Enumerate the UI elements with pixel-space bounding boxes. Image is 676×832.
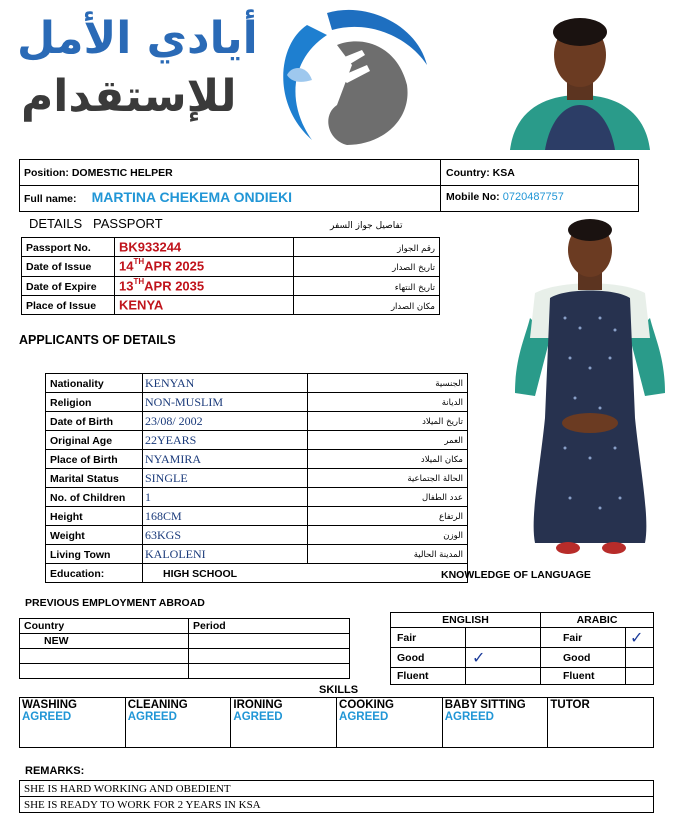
passport-row-value: 13 bbox=[119, 277, 134, 293]
mobile-value: 0720487757 bbox=[502, 191, 564, 203]
skill-status: AGREED bbox=[127, 711, 177, 723]
applicant-row bbox=[46, 507, 468, 526]
passport-row-value: KENYA bbox=[119, 297, 164, 313]
english-level-label: Fair bbox=[397, 631, 417, 644]
country-value: KSA bbox=[492, 167, 515, 179]
passport-row-rest: APR 2035 bbox=[144, 277, 205, 293]
passport-row-sup: TH bbox=[133, 257, 145, 267]
applicant-row bbox=[46, 488, 468, 507]
applicant-row-arabic: الوزن bbox=[443, 531, 463, 541]
employment-table bbox=[19, 618, 350, 679]
fullname-value: MARTINA CHEKEMA ONDIEKI bbox=[91, 189, 292, 205]
applicant-row-value: 63KGS bbox=[145, 528, 182, 542]
position-field bbox=[24, 167, 173, 179]
check-icon: ✓ bbox=[472, 648, 486, 667]
passport-row-label: Place of Issue bbox=[26, 300, 97, 313]
fullname-field bbox=[24, 189, 292, 205]
skill-cell bbox=[20, 698, 126, 748]
passport-row-value: 14 bbox=[119, 258, 134, 274]
passport-row bbox=[22, 276, 440, 295]
education-label: Education: bbox=[50, 568, 105, 580]
logo-text-line1: أيادي الأمل bbox=[17, 13, 258, 64]
arabic-level-label: Good bbox=[563, 651, 591, 664]
applicant-row bbox=[46, 412, 468, 431]
applicant-table bbox=[45, 373, 468, 583]
hands-logo-icon bbox=[267, 5, 437, 153]
applicant-row bbox=[46, 469, 468, 488]
skill-name: WASHING bbox=[22, 699, 77, 711]
skill-name: TUTOR bbox=[550, 699, 590, 711]
applicant-row-label: Living Town bbox=[50, 548, 111, 561]
applicant-fullbody-photo bbox=[510, 218, 670, 563]
skill-cell bbox=[442, 698, 548, 748]
skills-table bbox=[19, 697, 654, 748]
applicant-row bbox=[46, 431, 468, 450]
arabic-level-label: Fair bbox=[563, 631, 583, 644]
passport-row-arabic: تاريخ الصدار bbox=[392, 263, 435, 274]
passport-row-arabic: تاريخ النتهاء bbox=[394, 282, 435, 293]
skill-name: COOKING bbox=[339, 699, 394, 711]
employment-country-cell: NEW bbox=[20, 634, 189, 649]
applicant-row-arabic: عدد الطفال bbox=[421, 493, 463, 503]
applicant-row-label: Marital Status bbox=[50, 472, 119, 485]
skill-status: AGREED bbox=[233, 711, 283, 723]
applicant-row-value: 23/08/ 2002 bbox=[145, 414, 203, 428]
language-table bbox=[390, 612, 654, 685]
applicant-headshot-photo bbox=[505, 10, 655, 150]
skill-cell bbox=[125, 698, 231, 748]
position-label: Position: bbox=[24, 167, 69, 179]
check-icon: ✓ bbox=[630, 628, 644, 647]
passport-row-label: Passport No. bbox=[26, 242, 91, 255]
remarks-heading: REMARKS: bbox=[25, 765, 85, 777]
skill-status: AGREED bbox=[444, 711, 494, 723]
arabic-level-label: Fluent bbox=[563, 670, 595, 682]
applicant-row-arabic: الرتفاع bbox=[439, 512, 463, 522]
applicant-row-label: Original Age bbox=[50, 434, 113, 447]
skill-status: AGREED bbox=[22, 711, 72, 723]
applicant-row-arabic: الجنسية bbox=[435, 379, 463, 389]
passport-row bbox=[22, 238, 440, 257]
fullname-label: Full name: bbox=[24, 193, 77, 205]
english-level-label: Good bbox=[397, 651, 425, 664]
applicant-row-label: Place of Birth bbox=[50, 453, 118, 466]
passport-table bbox=[21, 237, 440, 315]
applicant-row-value: NON-MUSLIM bbox=[145, 395, 223, 409]
mobile-field bbox=[446, 191, 564, 203]
skill-cell bbox=[548, 698, 654, 748]
skill-name: BABY SITTING bbox=[444, 699, 526, 711]
language-row bbox=[391, 668, 654, 685]
applicant-row-arabic: الديانة bbox=[441, 398, 463, 408]
applicant-row-value: SINGLE bbox=[145, 471, 188, 485]
skill-cell bbox=[337, 698, 443, 748]
applicant-row-value: 1 bbox=[145, 490, 151, 504]
passport-row-sup: TH bbox=[133, 276, 145, 286]
passport-row bbox=[22, 257, 440, 276]
remark-line-1: SHE IS HARD WORKING AND OBEDIENT bbox=[20, 781, 654, 797]
arabic-header: ARABIC bbox=[541, 613, 654, 628]
passport-row-value: BK933244 bbox=[119, 239, 182, 255]
remark-line-2: SHE IS READY TO WORK FOR 2 YEARS IN KSA bbox=[20, 797, 654, 813]
applicant-row-value: 168CM bbox=[145, 509, 182, 523]
language-row bbox=[391, 628, 654, 648]
skill-status: AGREED bbox=[339, 711, 389, 723]
passport-heading: DETAILS PASSPORT bbox=[29, 216, 163, 231]
passport-row-rest: APR 2025 bbox=[144, 258, 205, 274]
applicant-row-arabic: تاريخ الميلاد bbox=[422, 417, 463, 427]
employment-period-header: Period bbox=[189, 619, 350, 634]
passport-row bbox=[22, 295, 440, 314]
applicant-row-arabic: مكان الميلاد bbox=[420, 455, 463, 465]
language-heading: KNOWLEDGE OF LANGUAGE bbox=[441, 569, 591, 581]
applicant-row-label: Height bbox=[50, 510, 83, 523]
position-value: DOMESTIC HELPER bbox=[71, 167, 173, 179]
applicant-row-arabic: الحالة الجتماعية bbox=[407, 474, 463, 484]
mobile-label: Mobile No: bbox=[446, 191, 500, 203]
logo-text-line2: للإستقدام bbox=[21, 71, 237, 122]
remarks-table bbox=[19, 780, 654, 813]
applicant-row-arabic: العمر bbox=[444, 436, 463, 446]
applicant-row-label: No. of Children bbox=[50, 491, 126, 504]
applicant-row bbox=[46, 545, 468, 564]
english-header: ENGLISH bbox=[391, 613, 541, 628]
applicant-row bbox=[46, 374, 468, 393]
passport-row-label: Date of Issue bbox=[26, 261, 92, 274]
applicant-row-value: 22YEARS bbox=[145, 433, 197, 447]
skills-heading: SKILLS bbox=[319, 684, 359, 696]
applicant-row bbox=[46, 526, 468, 545]
skill-name: CLEANING bbox=[127, 699, 188, 711]
country-field bbox=[446, 167, 515, 179]
applicant-row-value: KENYAN bbox=[145, 376, 195, 390]
country-label: Country: bbox=[446, 167, 490, 179]
passport-row-label: Date of Expire bbox=[26, 280, 97, 293]
fullname-row bbox=[19, 185, 639, 212]
english-level-label: Fluent bbox=[397, 670, 429, 682]
applicant-row bbox=[46, 393, 468, 412]
applicant-row-arabic: المدينة الحالية bbox=[413, 550, 463, 560]
applicant-row-value: NYAMIRA bbox=[145, 452, 202, 466]
applicant-row bbox=[46, 450, 468, 469]
passport-heading-arabic: تفاصيل جواز السفر bbox=[330, 221, 403, 231]
language-row bbox=[391, 648, 654, 668]
employment-country-header: Country bbox=[20, 619, 189, 634]
applicant-row-label: Religion bbox=[50, 396, 92, 409]
applicant-row-label: Nationality bbox=[50, 377, 104, 390]
applicant-row-label: Date of Birth bbox=[50, 415, 113, 428]
passport-row-arabic: رقم الجواز bbox=[397, 244, 435, 255]
position-row bbox=[19, 159, 639, 186]
employment-period-cell bbox=[189, 634, 350, 649]
passport-row-arabic: مكان الصدار bbox=[390, 302, 435, 313]
applicant-heading: APPLICANTS OF DETAILS bbox=[19, 333, 176, 347]
skill-cell bbox=[231, 698, 337, 748]
agency-logo bbox=[15, 5, 435, 155]
applicant-row-value: KALOLENI bbox=[145, 547, 206, 561]
education-value: HIGH SCHOOL bbox=[163, 568, 238, 580]
applicant-row-label: Weight bbox=[50, 529, 85, 542]
skill-name: IRONING bbox=[233, 699, 283, 711]
employment-heading: PREVIOUS EMPLOYMENT ABROAD bbox=[25, 597, 205, 609]
